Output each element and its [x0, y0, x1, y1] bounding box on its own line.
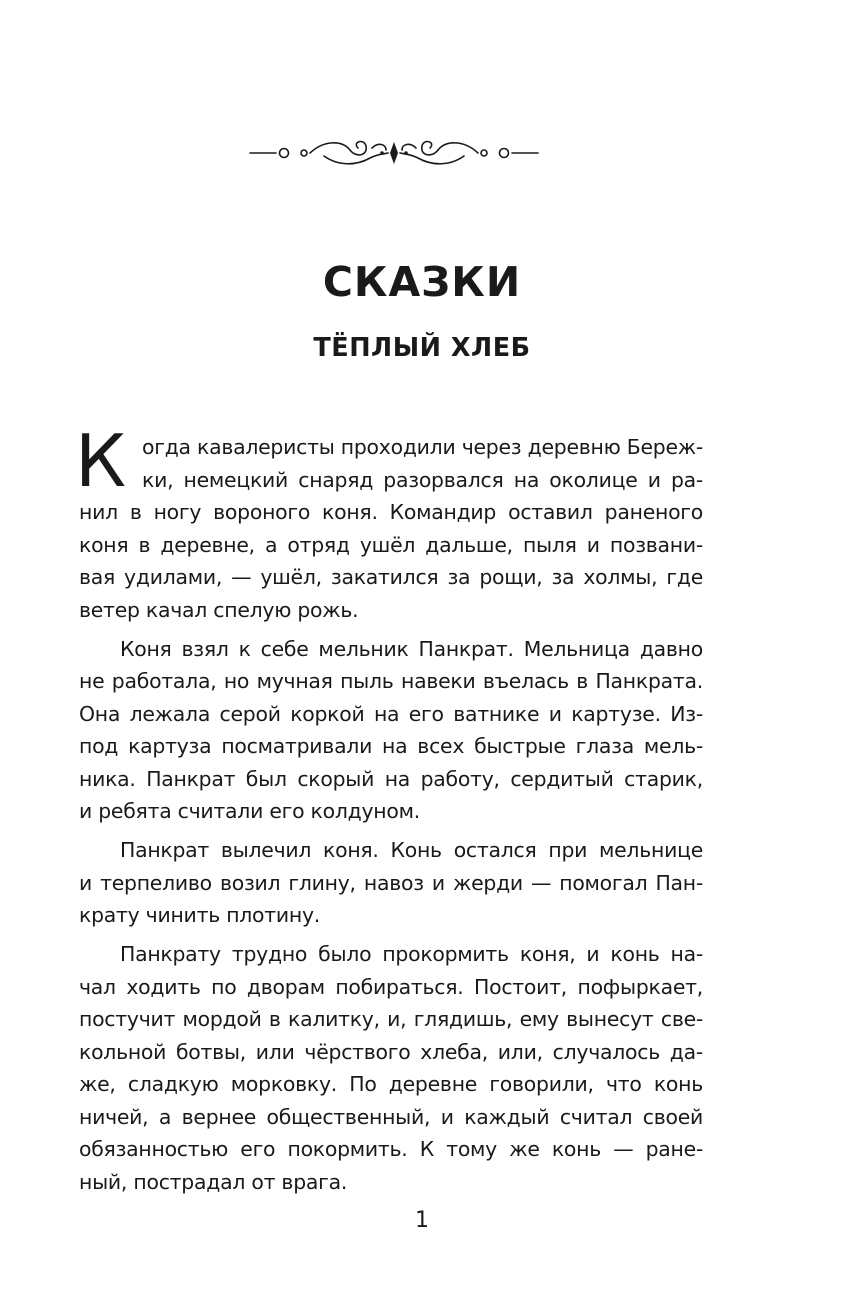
text-line: постучит мордой в калитку, и, глядишь, ему вынесут све-	[79, 1007, 703, 1031]
drop-cap-letter: К	[75, 419, 126, 503]
story-text	[75, 419, 703, 1198]
text-line: Она лежала серой коркой на его ватнике и картузе. Из-	[79, 701, 703, 726]
text-line: и ребята считали его колдуном.	[79, 799, 420, 823]
text-line: ки, немецкий снаряд разорвался на околице и ра-	[142, 467, 703, 492]
decorative-ornament-divider	[246, 132, 542, 174]
text-line: же, сладкую морковку. По деревне говорили, что конь	[79, 1072, 703, 1096]
text-line: коня в деревне, а отряд ушёл дальше, пыля и позвани-	[79, 532, 703, 557]
text-line: ветер качал спелую рожь.	[79, 597, 359, 622]
text-line: ника. Панкрат был скорый на работу, сердитый старик,	[79, 766, 703, 791]
text-line: ничей, а вернее общественный, и каждый считал своей	[79, 1104, 703, 1129]
page-number: 1	[415, 1208, 429, 1233]
text-line: обязанностью его покормить. К тому же конь — ране-	[79, 1137, 703, 1161]
text-line: и терпеливо возил глину, навоз и жерди — помогал Пан-	[79, 870, 703, 895]
text-line: Панкрату трудно было прокормить коня, и конь на-	[120, 942, 703, 966]
text-line: кольной ботвы, или чёрствого хлеба, или, случалось да-	[79, 1039, 703, 1064]
section-title: СКАЗКИ	[322, 258, 522, 306]
text-line: вая удилами, — ушёл, закатился за рощи, за холмы, где	[79, 565, 703, 589]
text-line: Панкрат вылечил коня. Конь остался при мельнице	[120, 838, 703, 862]
text-line: Коня взял к себе мельник Панкрат. Мельница давно	[120, 636, 703, 661]
story-title: ТЁПЛЫЙ ХЛЕБ	[313, 333, 531, 363]
text-line: не работала, но мучная пыль навеки въелась в Панкрата.	[79, 669, 703, 693]
text-line: крату чинить плотину.	[79, 903, 321, 927]
text-line: нил в ногу вороного коня. Командир оставил раненого	[79, 500, 703, 524]
text-line: ный, пострадал от врага.	[79, 1169, 348, 1194]
text-line: под картуза посматривали на всех быстрые глаза мель-	[79, 734, 703, 758]
text-line: огда кавалеристы проходили через деревню Береж-	[142, 435, 703, 459]
text-line: чал ходить по дворам побираться. Постоит, пофыркает,	[79, 974, 703, 999]
